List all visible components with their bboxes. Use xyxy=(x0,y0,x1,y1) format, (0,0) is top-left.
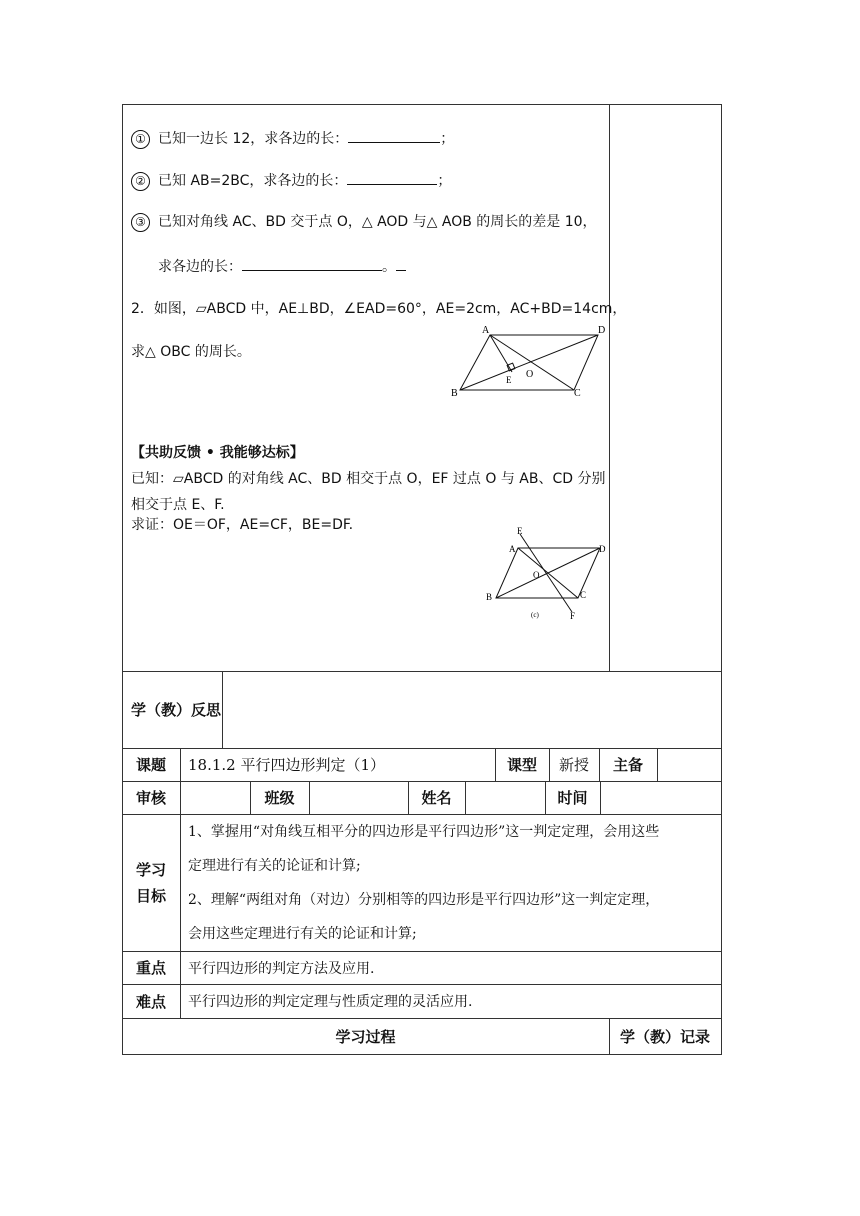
type-label: 课型 xyxy=(506,756,537,774)
goal-line-3: 2、理解“两组对角（对边）分别相等的四边形是平行四边形”这一判定定理， xyxy=(188,892,660,908)
class-value[interactable] xyxy=(310,782,408,814)
problem-2-line1: 2．如图，▱ABCD 中，AE⊥BD，∠EAD=60°，AE=2cm，AC+BD=14cm， xyxy=(131,301,627,317)
type-value: 新授 xyxy=(558,756,589,774)
fig1-label-A: A xyxy=(482,325,490,336)
question-2: ② 已知 AB=2BC，求各边的长： ； xyxy=(131,170,451,191)
process-label: 学习过程 xyxy=(335,1027,396,1046)
feedback-line-3: 求证：OE＝OF，AE=CF，BE=DF. xyxy=(131,517,354,533)
feedback-line-1: 已知：▱ABCD 的对角线 AC、BD 相交于点 O，EF 过点 O 与 AB、CD 分别 xyxy=(131,471,606,487)
answer-blank-2 xyxy=(347,170,437,185)
question-3: ③ 已知对角线 AC、BD 交于点 O，△ AOD 与△ AOB 的周长的差是 10， xyxy=(131,213,597,232)
fig2-label-A: A xyxy=(509,544,516,554)
fig2-label-C: C xyxy=(580,590,587,600)
topic-value: 18.1.2 平行四边形判定（1） xyxy=(188,756,386,774)
fig2-caption: (c) xyxy=(531,611,539,619)
fig1-label-D: D xyxy=(598,325,606,336)
fig1-label-B: B xyxy=(451,388,458,399)
time-value[interactable] xyxy=(601,782,721,814)
problem-2-line2: 求△ OBC 的周长。 xyxy=(131,344,251,360)
lead-value[interactable] xyxy=(658,749,721,781)
goal-line-1: 1、掌握用“对角线互相平分的四边形是平行四边形”这一判定定理，会用这些 xyxy=(188,824,660,840)
review-label: 审核 xyxy=(135,789,166,807)
name-label: 姓名 xyxy=(421,789,452,807)
reflection-label: 学（教）反思 xyxy=(131,701,222,719)
parallelogram-figure-2 xyxy=(482,526,612,626)
review-value[interactable] xyxy=(181,782,250,814)
lead-label: 主备 xyxy=(612,756,643,774)
answer-blank-3 xyxy=(242,256,382,271)
fig2-label-O: O xyxy=(533,570,540,580)
fig2-label-E: E xyxy=(517,526,523,536)
time-label: 时间 xyxy=(557,789,588,807)
goals-label: 学习 目标 xyxy=(135,860,166,905)
key-point-value: 平行四边形的判定方法及应用. xyxy=(188,960,375,977)
topic-label: 课题 xyxy=(135,756,166,774)
circle-marker-1: ① xyxy=(131,130,150,149)
fig1-label-C: C xyxy=(574,388,581,399)
difficulty-value: 平行四边形的判定定理与性质定理的灵活应用. xyxy=(188,994,473,1010)
goal-line-4: 会用这些定理进行有关的论证和计算; xyxy=(188,926,417,942)
fig2-label-D: D xyxy=(599,544,606,554)
name-value[interactable] xyxy=(466,782,545,814)
question-1: ① 已知一边长 12，求各边的长： ； xyxy=(131,128,454,149)
fig2-label-B: B xyxy=(486,592,493,602)
answer-blank-1 xyxy=(348,128,440,143)
circle-marker-3: ③ xyxy=(131,213,150,232)
fig1-label-O: O xyxy=(526,369,534,380)
feedback-title: 【共助反馈 • 我能够达标】 xyxy=(131,445,304,461)
fig2-label-F: F xyxy=(570,611,576,621)
reflection-area[interactable] xyxy=(223,672,721,748)
record-label: 学（教）记录 xyxy=(619,1027,710,1046)
difficulty-label: 难点 xyxy=(135,992,166,1011)
fig1-label-E: E xyxy=(506,375,512,385)
question-3-line2: 求各边的长： 。 xyxy=(158,256,406,276)
circle-marker-2: ② xyxy=(131,172,150,191)
parallelogram-figure-1 xyxy=(450,320,610,400)
goal-line-2: 定理进行有关的论证和计算; xyxy=(188,858,361,874)
key-point-label: 重点 xyxy=(135,959,166,977)
class-label: 班级 xyxy=(264,789,295,807)
feedback-line-2: 相交于点 E、F. xyxy=(131,497,225,513)
